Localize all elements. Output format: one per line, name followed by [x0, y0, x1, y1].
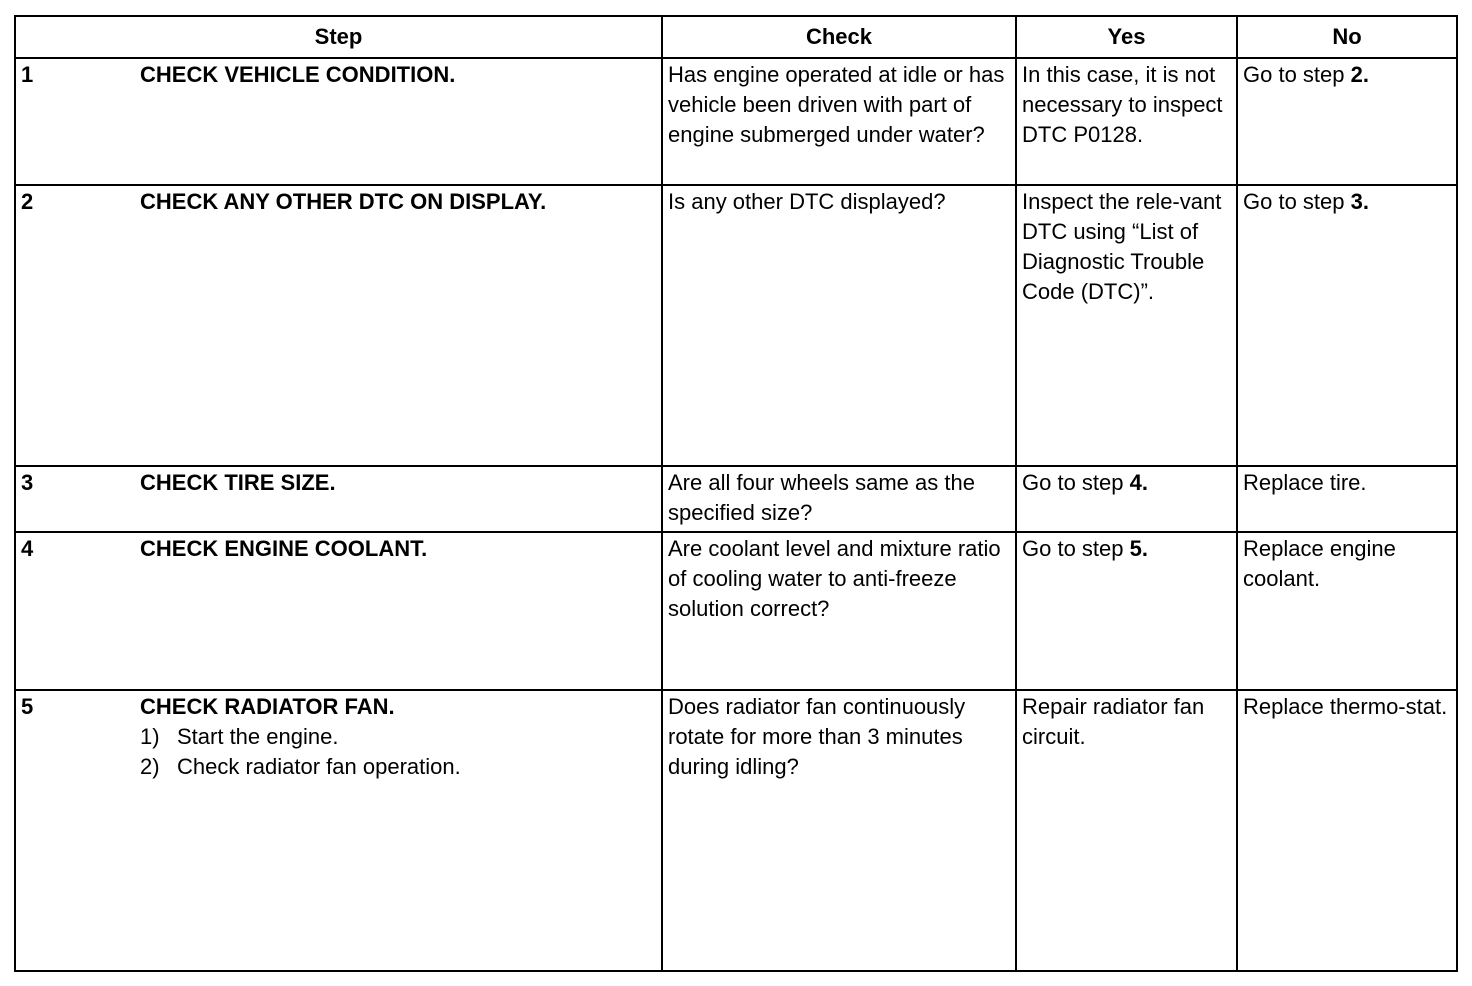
step-number: 2 [21, 189, 34, 214]
yes-step-ref: 4. [1129, 470, 1148, 495]
step-number: 4 [21, 536, 34, 561]
table-row [15, 532, 1457, 690]
step-cell [15, 466, 662, 532]
header-check: Check [662, 16, 1016, 58]
yes-prefix: Go to step [1022, 536, 1130, 561]
step-number: 1 [21, 62, 34, 87]
substep-item [140, 722, 656, 752]
table-row [15, 690, 1457, 971]
step-title: CHECK VEHICLE CONDITION. [140, 62, 456, 87]
yes-cell [1016, 532, 1237, 690]
yes-step-ref: 5. [1129, 536, 1148, 561]
check-cell [662, 466, 1016, 532]
yes-cell [1016, 58, 1237, 185]
no-prefix: Go to step [1243, 189, 1351, 214]
step-title: CHECK TIRE SIZE. [140, 470, 336, 495]
step-number: 5 [21, 694, 34, 719]
step-cell [15, 58, 662, 185]
check-text: Does radiator fan continuously rotate for more than 3 minutes during idling? [668, 694, 966, 779]
step-cell [15, 690, 662, 971]
no-text [1243, 187, 1451, 217]
check-text: Has engine operated at idle or has vehicle been driven with part of engine submerged under water? [668, 62, 1005, 147]
no-text: Replace engine coolant. [1243, 536, 1396, 591]
no-cell [1237, 532, 1457, 690]
substep-item [140, 752, 656, 782]
no-cell [1237, 185, 1457, 466]
no-text [1243, 60, 1451, 90]
substep-number: 2) [140, 754, 160, 779]
check-cell [662, 185, 1016, 466]
check-cell [662, 532, 1016, 690]
table-row [15, 58, 1457, 185]
yes-cell [1016, 185, 1237, 466]
header-row [15, 16, 1457, 58]
check-text: Are all four wheels same as the specified size? [668, 470, 975, 525]
header-step: Step [15, 16, 662, 58]
check-cell [662, 58, 1016, 185]
substep-text: Check radiator fan operation. [177, 754, 461, 779]
no-cell [1237, 58, 1457, 185]
no-step-ref: 2. [1350, 62, 1369, 87]
step-cell [15, 532, 662, 690]
step-title: CHECK ENGINE COOLANT. [140, 536, 428, 561]
check-cell [662, 690, 1016, 971]
step-title: CHECK ANY OTHER DTC ON DISPLAY. [140, 189, 547, 214]
no-step-ref: 3. [1350, 189, 1369, 214]
yes-text: In this case, it is not necessary to inspect DTC P0128. [1022, 62, 1223, 147]
table-row [15, 185, 1457, 466]
no-text: Replace tire. [1243, 470, 1367, 495]
step-cell [15, 185, 662, 466]
yes-text [1022, 468, 1231, 498]
check-text: Are coolant level and mixture ratio of cooling water to anti-freeze solution correct? [668, 536, 1001, 621]
no-cell [1237, 690, 1457, 971]
header-yes: Yes [1016, 16, 1237, 58]
yes-cell [1016, 690, 1237, 971]
substep-number: 1) [140, 724, 160, 749]
yes-text: Repair radiator fan circuit. [1022, 694, 1205, 749]
yes-cell [1016, 466, 1237, 532]
check-text: Is any other DTC displayed? [668, 189, 946, 214]
header-no: No [1237, 16, 1457, 58]
diagnostic-table [14, 15, 1458, 972]
substep-text: Start the engine. [177, 724, 339, 749]
step-number: 3 [21, 470, 34, 495]
yes-text [1022, 534, 1231, 564]
substep-list [140, 722, 656, 782]
step-title: CHECK RADIATOR FAN. [140, 694, 395, 719]
no-text: Replace thermo-stat. [1243, 694, 1448, 719]
yes-text: Inspect the rele-vant DTC using “List of Diagnostic Trouble Code (DTC)”. [1022, 189, 1222, 304]
no-cell [1237, 466, 1457, 532]
no-prefix: Go to step [1243, 62, 1351, 87]
table-row [15, 466, 1457, 532]
yes-prefix: Go to step [1022, 470, 1130, 495]
